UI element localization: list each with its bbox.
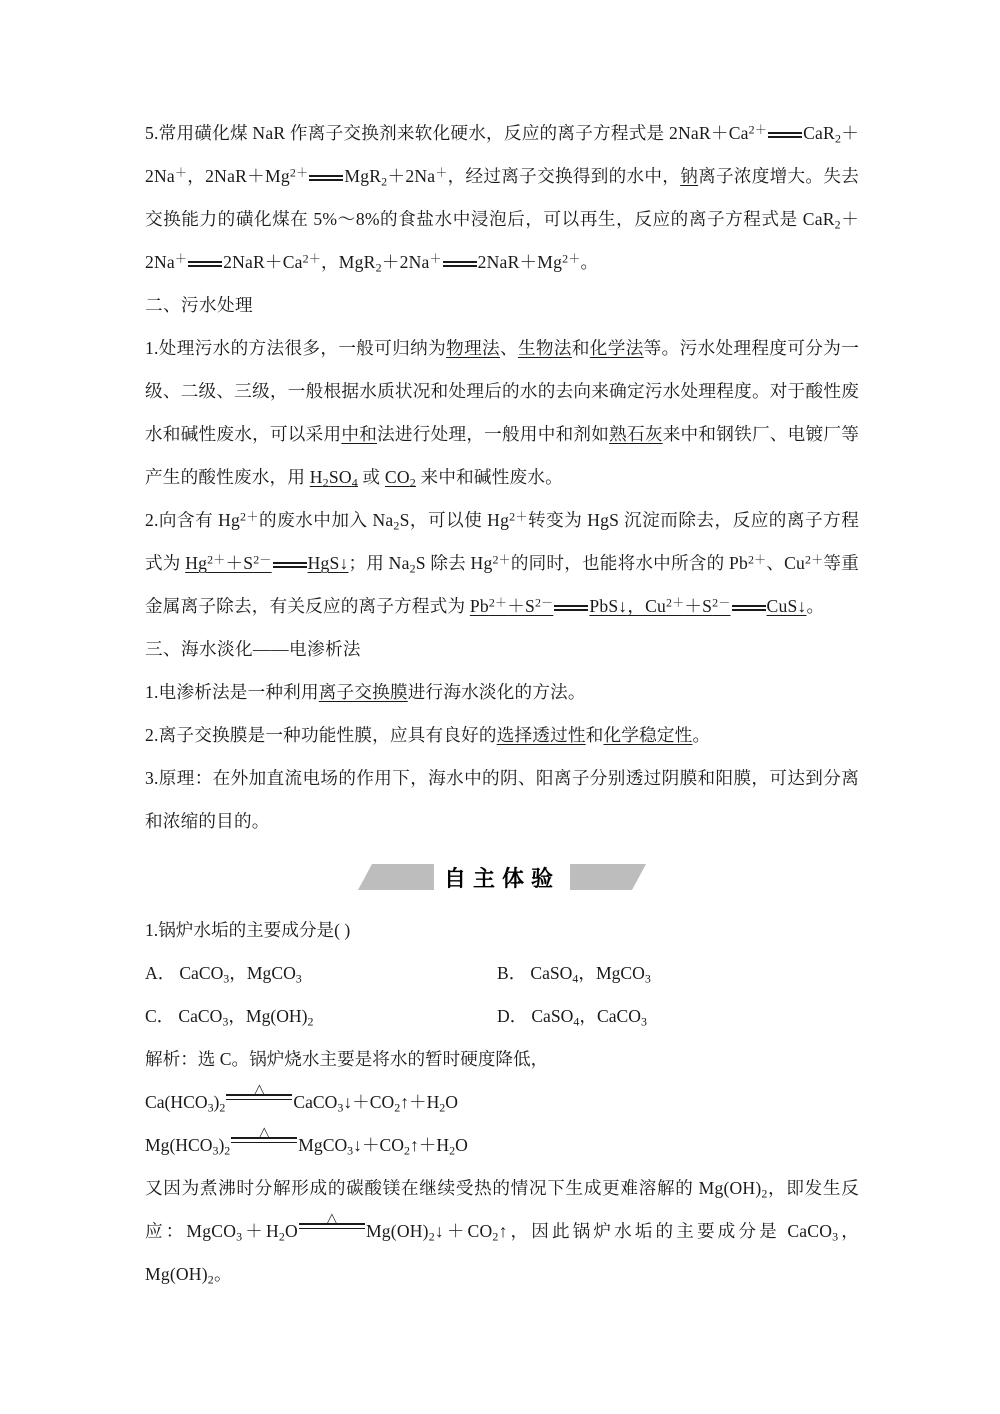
note-5-text-i: ＋2Na — [145, 209, 859, 272]
option-c-formula-1: CaCO — [178, 1006, 223, 1026]
sewage-2-equation-pbs-cus — [470, 596, 807, 616]
eq2-right-sub2: 2 — [404, 1143, 410, 1158]
sewage-2-t10: 。 — [806, 596, 825, 616]
eq2-precipitate-arrow: ↓ — [353, 1135, 362, 1155]
option-c-formula-2: Mg(OH) — [245, 1006, 308, 1026]
note-5-text-c: ＋2Na — [145, 123, 859, 186]
tail-sub6: 3 — [832, 1229, 839, 1244]
sub-4: 4 — [351, 475, 358, 490]
sewage-1-t3: 和 — [571, 338, 590, 358]
question-close-paren: ) — [344, 920, 351, 940]
desal-3-t1: 原理：在外加直流电场的作用下，海水中的阴、阳离子分别透过阴膜和阳膜，可达到分离和浓缩的目的。 — [145, 768, 859, 831]
note-5-number: 5. — [145, 123, 159, 143]
analysis-tail — [145, 1167, 859, 1296]
tail-t6: ↓＋CO — [434, 1221, 493, 1241]
eq1-left: Ca(HCO — [145, 1092, 208, 1112]
note-5-sup-na1: ＋ — [174, 165, 188, 180]
sub-2: 2 — [409, 475, 416, 490]
eq-s-sup3: 2－ — [712, 595, 731, 610]
eq2-plus2: ＋H — [418, 1135, 450, 1155]
note-5-underline-sodium: 钠 — [680, 166, 699, 186]
option-c-formula — [178, 1006, 314, 1029]
desal-1-underline-ion-exchange-membrane: 离子交换膜 — [318, 682, 408, 702]
option-b-formula — [530, 963, 651, 986]
note-5-sup-mg: 2＋ — [289, 165, 309, 180]
eq2-right1: MgCO — [298, 1135, 348, 1155]
heating-arrow-icon — [226, 1081, 292, 1108]
eq2-right-sub3: 2 — [449, 1143, 456, 1158]
sewage-1-underline-biological: 生物法 — [517, 338, 572, 358]
eq-cu-plus: ＋S — [684, 596, 713, 616]
sewage-item-2 — [145, 499, 859, 628]
heating-arrow-icon — [299, 1210, 365, 1237]
eq2-plus1: ＋CO — [361, 1135, 404, 1155]
option-a-sub-1: 3 — [223, 971, 230, 986]
sewage-2-sup4: 2＋ — [747, 552, 767, 567]
banner-title: 自主体验 — [443, 866, 561, 892]
sewage-1-underline-neutralize: 中和 — [341, 424, 378, 444]
option-d-sub-1: 4 — [573, 1014, 580, 1029]
option-b-sep: ， — [578, 963, 596, 983]
sewage-2-t3: S，可以使 Hg — [399, 510, 510, 530]
sewage-2-number: 2. — [145, 510, 159, 530]
question-number: 1. — [145, 920, 159, 940]
note-item-5 — [145, 112, 859, 284]
eq1-left-sub1: 3 — [207, 1100, 214, 1115]
desal-3-number: 3. — [145, 768, 159, 788]
sewage-1-underline-h2so4: $H_2SO_4$ — [309, 467, 358, 490]
option-d-sub-2: 3 — [640, 1014, 647, 1029]
note-5-text-f: ＋2Na — [387, 166, 436, 186]
sewage-1-t6: 来中和钢铁厂、电镀厂等产生的酸性废水，用 — [145, 424, 859, 487]
eq2-condition-triangle: △ — [259, 1124, 270, 1140]
sewage-2-t4: 转变为 HgS 沉淀而除去，反应的离子方程式为 — [145, 510, 859, 573]
option-a-label: A． — [145, 963, 176, 983]
desal-item-1 — [145, 671, 859, 714]
note-5-sup-na3: ＋ — [174, 251, 188, 266]
sewage-1-t5: 法进行处理，一般用中和剂如 — [377, 424, 610, 444]
sewage-1-t2: 、 — [499, 338, 518, 358]
sewage-1-t8: 来中和碱性废水。 — [415, 467, 563, 487]
tail-sub5: 2 — [492, 1229, 499, 1244]
tail-sub3: 2 — [278, 1229, 286, 1244]
sewage-2-sup3: 2＋ — [492, 552, 511, 567]
sewage-2-sup5: 2＋ — [805, 552, 824, 567]
tail-t9: 。 — [213, 1264, 232, 1284]
note-5-sub-car: 2 — [834, 131, 842, 146]
eq1-condition-triangle: △ — [254, 1081, 265, 1097]
eq-s-sup: 2－ — [253, 552, 272, 567]
option-d-formula — [531, 1006, 647, 1029]
eq1-plus2: ＋H — [408, 1092, 440, 1112]
option-b[interactable] — [497, 952, 849, 995]
sewage-1-underline-physical: 物理法 — [446, 338, 500, 358]
eq2-right-end: O — [455, 1135, 468, 1155]
tail-t7: ↑，因此锅炉水垢的主要成分是 CaCO — [498, 1221, 833, 1241]
option-d-sep: ， — [579, 1006, 597, 1026]
eq1-plus1: ＋CO — [352, 1092, 395, 1112]
note-5-text-j: 2NaR＋Ca — [223, 252, 303, 272]
note-5-text-h: 离子浓度增大。失去交换能力的磺化煤在 5%～8%的食盐水中浸泡后，可以再生，反应的离子方程式是 CaR — [145, 166, 860, 229]
sewage-2-t9: 等重金属离子除去，有关反应的离子方程式为 — [145, 553, 859, 616]
banner-band-left-icon — [358, 864, 434, 890]
option-a[interactable] — [145, 952, 497, 995]
note-5-sup-na4: ＋ — [429, 251, 442, 266]
eq-pb-sup: 2＋ — [488, 595, 508, 610]
option-row-ab — [145, 952, 859, 995]
eq1-left-mid: ) — [213, 1092, 220, 1112]
eq2-gas-arrow: ↑ — [409, 1135, 419, 1155]
note-5-text-e: MgR — [344, 166, 382, 186]
desal-2-t1: 离子交换膜是一种功能性膜，应具有良好的 — [158, 725, 497, 745]
eq1-right1: CaCO — [293, 1092, 338, 1112]
note-5-text-d: ，2NaR＋Mg — [187, 166, 290, 186]
desal-1-number: 1. — [145, 682, 159, 702]
tail-sub4: 2 — [428, 1229, 435, 1244]
eq-hg-plus: ＋S — [225, 553, 254, 573]
sewage-2-sub1: 2 — [393, 518, 400, 533]
section-heading-desalination: 三、海水淡化——电渗析法 — [145, 639, 361, 659]
note-5-text-n: 。 — [580, 252, 599, 272]
eq-s-sup2: 2－ — [535, 595, 554, 610]
note-5-text-l: ＋2Na — [381, 252, 430, 272]
note-5-sup-ca2: 2＋ — [302, 251, 322, 266]
tail-t4: O — [285, 1221, 298, 1241]
note-5-sup-ca: 2＋ — [748, 122, 768, 137]
eq1-right-sub1: 3 — [337, 1100, 344, 1115]
analysis-equation-1 — [145, 1081, 859, 1124]
tail-t2: ，即发生反应：MgCO — [145, 1178, 859, 1241]
page-content — [145, 112, 859, 1296]
sewage-1-number: 1. — [145, 338, 159, 358]
heating-arrow-icon — [231, 1124, 297, 1151]
eq-hgs-product: HgS↓ — [307, 553, 349, 573]
option-a-sep: ， — [229, 963, 247, 983]
sewage-2-t8: 、Cu — [766, 553, 806, 573]
option-c-label: C． — [145, 1006, 175, 1026]
option-c[interactable] — [145, 995, 497, 1038]
option-d[interactable] — [497, 995, 849, 1038]
eq2-right-sub1: 3 — [347, 1143, 354, 1158]
option-d-formula-2: CaCO — [596, 1006, 641, 1026]
tail-sub2: 3 — [236, 1229, 243, 1244]
option-d-formula-1: CaSO — [531, 1006, 574, 1026]
sewage-2-sub2: 2 — [409, 561, 416, 576]
sewage-1-underline-chemical: 化学法 — [589, 338, 644, 358]
analysis-equation-2 — [145, 1124, 859, 1167]
desal-2-underline-selective-permeability: 选择透过性 — [496, 725, 586, 745]
eq-hg: Hg — [185, 553, 208, 573]
option-b-label: B． — [497, 963, 527, 983]
tail-t5: Mg(OH) — [365, 1221, 429, 1241]
option-b-sub-2: 3 — [644, 971, 651, 986]
eq2-left-sub1: 3 — [212, 1143, 219, 1158]
option-a-formula-2: MgCO — [246, 963, 296, 983]
sub-2: 2 — [322, 475, 329, 490]
note-5-text-k: ，MgR — [321, 252, 376, 272]
sewage-1-t1: 处理污水的方法很多，一般可归纳为 — [158, 338, 447, 358]
option-row-cd — [145, 995, 859, 1038]
eq-comma: ，Cu — [627, 596, 667, 616]
eq-cu-sup: 2＋ — [666, 595, 685, 610]
desal-2-t3: 。 — [692, 725, 711, 745]
eq-pb-plus: ＋S — [507, 596, 535, 616]
eq1-right-sub2: 2 — [394, 1100, 401, 1115]
question-stem: 锅炉水垢的主要成分是( — [158, 920, 341, 940]
sewage-1-underline-co2: $CO_2$ — [384, 467, 416, 490]
tail-t8: ，Mg(OH) — [145, 1221, 860, 1284]
tail-t1: 又因为煮沸时分解形成的碳酸镁在继续受热的情况下生成更难溶解的 Mg(OH) — [145, 1178, 762, 1198]
eq1-left-sub2: 2 — [219, 1100, 226, 1115]
section-banner — [145, 857, 859, 903]
option-a-formula-1: CaCO — [179, 963, 224, 983]
note-5-sub-mgr2: 2 — [375, 260, 382, 275]
banner-band-right-icon — [570, 864, 646, 890]
eq2-left-sub2: 2 — [224, 1143, 231, 1158]
eq2-left: Mg(HCO — [145, 1135, 213, 1155]
eq-pb: Pb — [469, 596, 489, 616]
sewage-1-t7: 或 — [357, 467, 385, 487]
eq1-gas-arrow: ↑ — [400, 1092, 409, 1112]
sewage-2-t5: ；用 Na — [348, 553, 410, 573]
tail-sub1: 2 — [761, 1186, 768, 1201]
note-5-text-a: 常用磺化煤 NaR 作离子交换剂来软化硬水，反应的离子方程式是 2NaR＋Ca — [158, 123, 749, 143]
option-a-sub-2: 3 — [295, 971, 302, 986]
option-b-formula-1: CaSO — [530, 963, 573, 983]
note-5-text-b: CaR — [803, 123, 835, 143]
eq1-right-sub3: 2 — [439, 1100, 446, 1115]
note-5-sub-car2: 2 — [834, 217, 841, 232]
sewage-2-equation-hgs — [185, 553, 348, 573]
eq2-left-mid: ) — [218, 1135, 225, 1155]
note-5-text-m: 2NaR＋Mg — [477, 252, 563, 272]
sewage-1-t4: 等。污水处理程度可分为一级、二级、三级，一般根据水质状况和处理后的水的去向来确定污水处理程度。对于酸性废水和碱性废水，可以采用 — [145, 338, 860, 444]
sewage-item-1 — [145, 327, 859, 499]
tail-sub7: 2 — [207, 1272, 214, 1287]
desal-item-3 — [145, 757, 859, 843]
eq-cus-product: CuS↓ — [766, 596, 807, 616]
exercise-question — [145, 909, 859, 952]
eq1-right-end: O — [445, 1092, 458, 1112]
desal-1-t2: 进行海水淡化的方法。 — [407, 682, 586, 702]
note-5-sup-mg2: 2＋ — [562, 251, 581, 266]
desal-2-underline-chemical-stability: 化学稳定性 — [603, 725, 693, 745]
analysis-lead: 解析：选 C。锅炉烧水主要是将水的暂时硬度降低， — [145, 1049, 549, 1069]
sewage-2-sup1: 2＋ — [240, 509, 259, 524]
eq-hg-sup: 2＋ — [207, 552, 226, 567]
note-5-sub-mgr: 2 — [381, 174, 388, 189]
section-heading-sewage: 二、污水处理 — [145, 295, 253, 315]
desal-2-t2: 和 — [585, 725, 604, 745]
note-5-text-g: ，经过离子交换得到的水中， — [447, 166, 681, 186]
option-c-sub-1: 3 — [222, 1014, 229, 1029]
desal-item-2 — [145, 714, 859, 757]
option-c-sep: ， — [228, 1006, 246, 1026]
sewage-2-t2: 的废水中加入 Na — [258, 510, 394, 530]
desal-1-t1: 电渗析法是一种利用 — [158, 682, 319, 702]
note-5-sup-na2: ＋ — [435, 165, 448, 180]
tail-t3: ＋H — [242, 1221, 279, 1241]
option-b-sub-1: 4 — [572, 971, 579, 986]
option-b-formula-2: MgCO — [595, 963, 645, 983]
option-c-sub-2: 2 — [307, 1014, 314, 1029]
desal-2-number: 2. — [145, 725, 159, 745]
tail-condition-triangle: △ — [326, 1210, 338, 1226]
option-d-label: D． — [497, 1006, 528, 1026]
sewage-2-t1: 向含有 Hg — [158, 510, 241, 530]
sewage-2-t7: 的同时，也能将水中所含的 Pb — [510, 553, 748, 573]
sewage-2-sup2: 2＋ — [509, 509, 529, 524]
option-a-formula — [179, 963, 302, 986]
sewage-1-underline-slaked-lime: 熟石灰 — [609, 424, 663, 444]
sewage-2-t6: S 除去 Hg — [415, 553, 493, 573]
eq1-precipitate-arrow: ↓ — [343, 1092, 353, 1112]
eq-pbs-product: PbS↓ — [589, 596, 628, 616]
banner-inner — [358, 857, 646, 897]
